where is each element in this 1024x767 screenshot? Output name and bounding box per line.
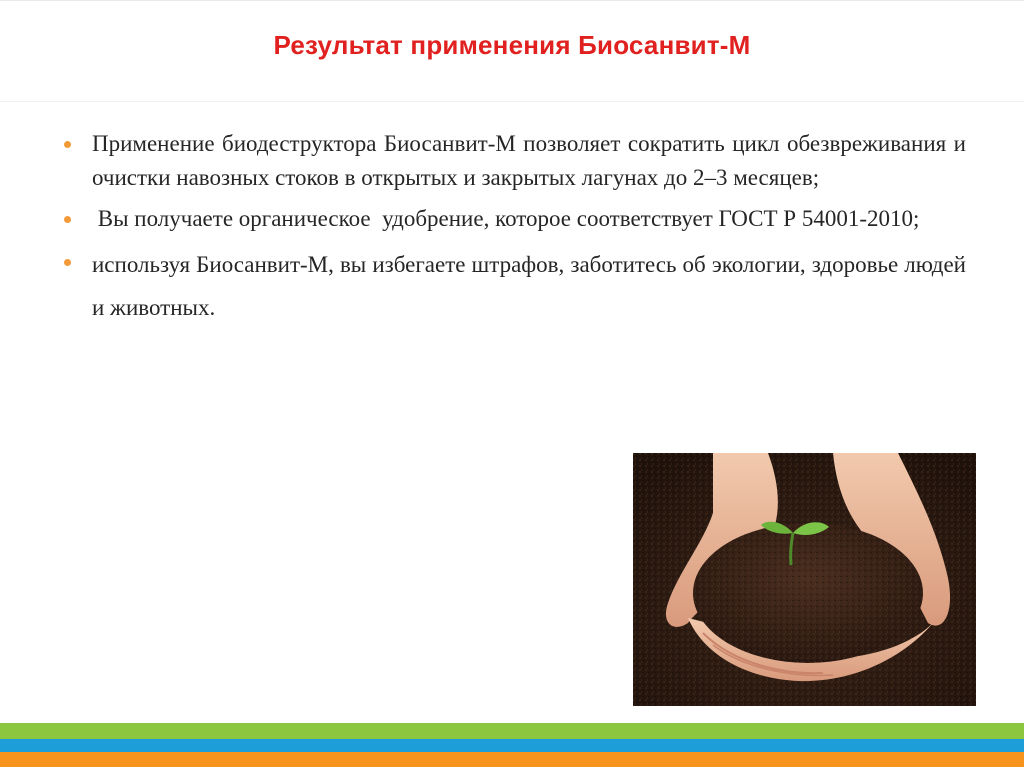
footer-stripe-blue [0, 739, 1024, 752]
bullet-dot-icon [64, 216, 71, 223]
footer-stripe-green [0, 723, 1024, 739]
bullet-item-1 [60, 127, 966, 195]
hands-soil-seedling-icon [633, 453, 976, 706]
slide-title: Результат применения Биосанвит-М [273, 30, 751, 60]
bullet-text: Вы получаете органическое удобрение, которое соответствует ГОСТ Р 54001-2010; [92, 206, 920, 231]
bullet-dot-icon [64, 141, 71, 148]
bullet-item-3 [60, 243, 966, 329]
footer-stripe-orange [0, 752, 1024, 767]
bullet-list [60, 127, 966, 336]
bullet-item-2 [60, 202, 966, 236]
bullet-dot-icon [64, 259, 71, 266]
top-border [0, 0, 1024, 1]
bullet-text: используя Биосанвит-М, вы избегаете штрафов, заботитесь об экологии, здоровье людей и животных. [92, 252, 966, 320]
title-divider [0, 101, 1024, 102]
bullet-text: Применение биодеструктора Биосанвит-М позволяет сократить цикл обезвреживания и очистки навозных стоков в открытых и закрытых лагунах до 2–3 месяцев; [92, 131, 966, 190]
